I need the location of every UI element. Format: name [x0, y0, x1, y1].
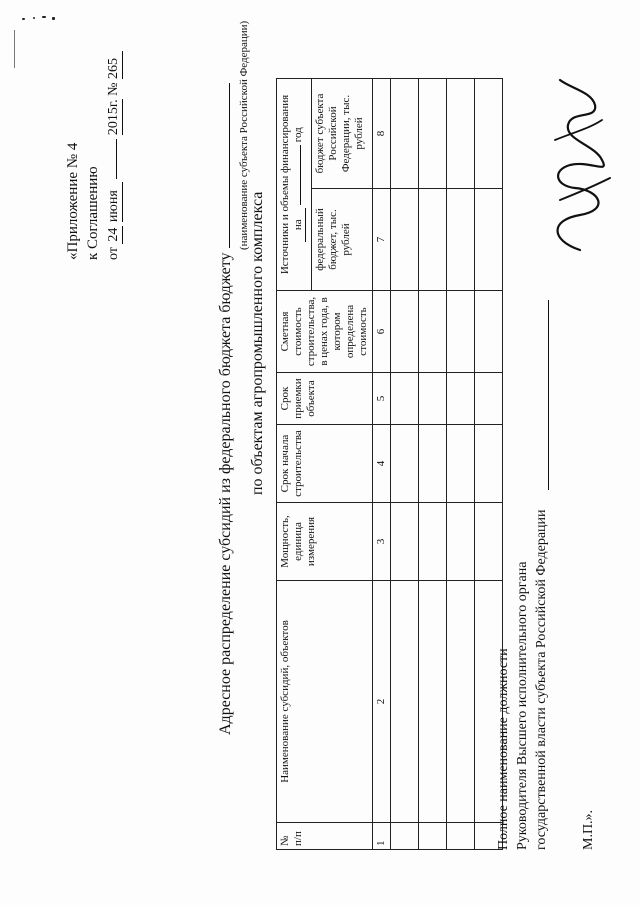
funding-year: год — [292, 127, 304, 143]
colnum-5: 5 — [373, 373, 391, 425]
table-cell — [447, 189, 475, 291]
stamp-mark: М.П.». — [581, 809, 596, 850]
table-cell — [391, 823, 419, 850]
signature-line3: государственной власти субъекта Российской Федерации — [534, 509, 549, 850]
table-cell — [419, 291, 447, 373]
colnum-6: 6 — [373, 291, 391, 373]
appendix-number: 265 — [106, 51, 123, 79]
colnum-2: 2 — [373, 581, 391, 823]
table-cell — [419, 503, 447, 581]
table-cell — [391, 291, 419, 373]
table-header-row — [277, 78, 312, 849]
table-row — [447, 78, 475, 849]
header-funding-group — [277, 78, 312, 290]
header-start: Срок начала строительства — [277, 425, 373, 503]
table-cell — [391, 581, 419, 823]
table-cell — [475, 425, 503, 503]
table-cell — [475, 291, 503, 373]
handwritten-signature-icon — [540, 70, 620, 260]
document-title-line1 — [216, 15, 236, 735]
subject-note: (наименование субъекта Российской Федерации) — [238, 20, 250, 250]
number-prefix: № — [106, 82, 121, 96]
table-cell — [419, 823, 447, 850]
appendix-date — [106, 10, 123, 260]
colnum-7: 7 — [373, 189, 391, 291]
funding-on: на — [292, 208, 306, 242]
date-day: 24 — [106, 227, 121, 242]
signature-line1: Полное наименование должности — [496, 648, 511, 850]
table-cell — [447, 291, 475, 373]
table-cell — [391, 503, 419, 581]
colnum-3: 3 — [373, 503, 391, 581]
table-cell — [447, 373, 475, 425]
table-cell — [447, 78, 475, 188]
date-blank — [116, 139, 117, 179]
table-cell — [419, 189, 447, 291]
table-cell — [391, 78, 419, 188]
table-row — [419, 78, 447, 849]
date-prefix: от — [106, 247, 121, 260]
signature-line2: Руководителя Высшего исполнительного органа — [515, 561, 530, 850]
table-cell — [419, 425, 447, 503]
table-cell — [447, 425, 475, 503]
table-cell — [391, 425, 419, 503]
table-number-row — [373, 78, 391, 849]
table-cell — [419, 373, 447, 425]
funding-year-blank — [300, 145, 301, 205]
colnum-4: 4 — [373, 425, 391, 503]
table-cell — [475, 503, 503, 581]
colnum-1: 1 — [373, 823, 391, 850]
subject-name-blank — [229, 83, 230, 248]
colnum-8: 8 — [373, 78, 391, 188]
table-cell — [419, 78, 447, 188]
document-title-line2: по объектам агропромышленного комплекса — [249, 191, 266, 495]
header-regional: бюджет субъекта Российской Федерации, тыс. рублей — [311, 78, 372, 188]
funding-group-year — [292, 82, 306, 287]
header-federal: федеральный бюджет, тыс. рублей — [311, 189, 372, 291]
funding-group-title: Источники и объемы финансирования — [279, 94, 291, 275]
table-cell — [391, 373, 419, 425]
appendix-title: «Приложение № 4 — [65, 142, 81, 260]
date-year: 2015г. — [106, 99, 121, 136]
table-cell — [419, 581, 447, 823]
table-cell — [475, 373, 503, 425]
table-cell — [447, 503, 475, 581]
subsidy-table — [276, 78, 503, 850]
table-cell — [475, 78, 503, 188]
appendix-agreement: к Соглашению — [85, 166, 101, 260]
table-cell — [475, 189, 503, 291]
header-name: Наименование субсидий, объектов — [277, 581, 373, 823]
header-capacity: Мощность, единица измерения — [277, 503, 373, 581]
table-cell — [447, 581, 475, 823]
header-acceptance: Срок приемки объекта — [277, 373, 373, 425]
header-num: № п/п — [277, 823, 373, 850]
table-cell — [391, 189, 419, 291]
date-month: июня — [106, 182, 123, 222]
table-row — [391, 78, 419, 849]
title-line1-text: Адресное распределение субсидий из федерального бюджета бюджету — [217, 252, 234, 735]
header-cost: Сметная стоимость строительства, в ценах года, в котором определена стоимость — [277, 291, 373, 373]
table-cell — [447, 823, 475, 850]
signature-underline — [548, 300, 549, 490]
